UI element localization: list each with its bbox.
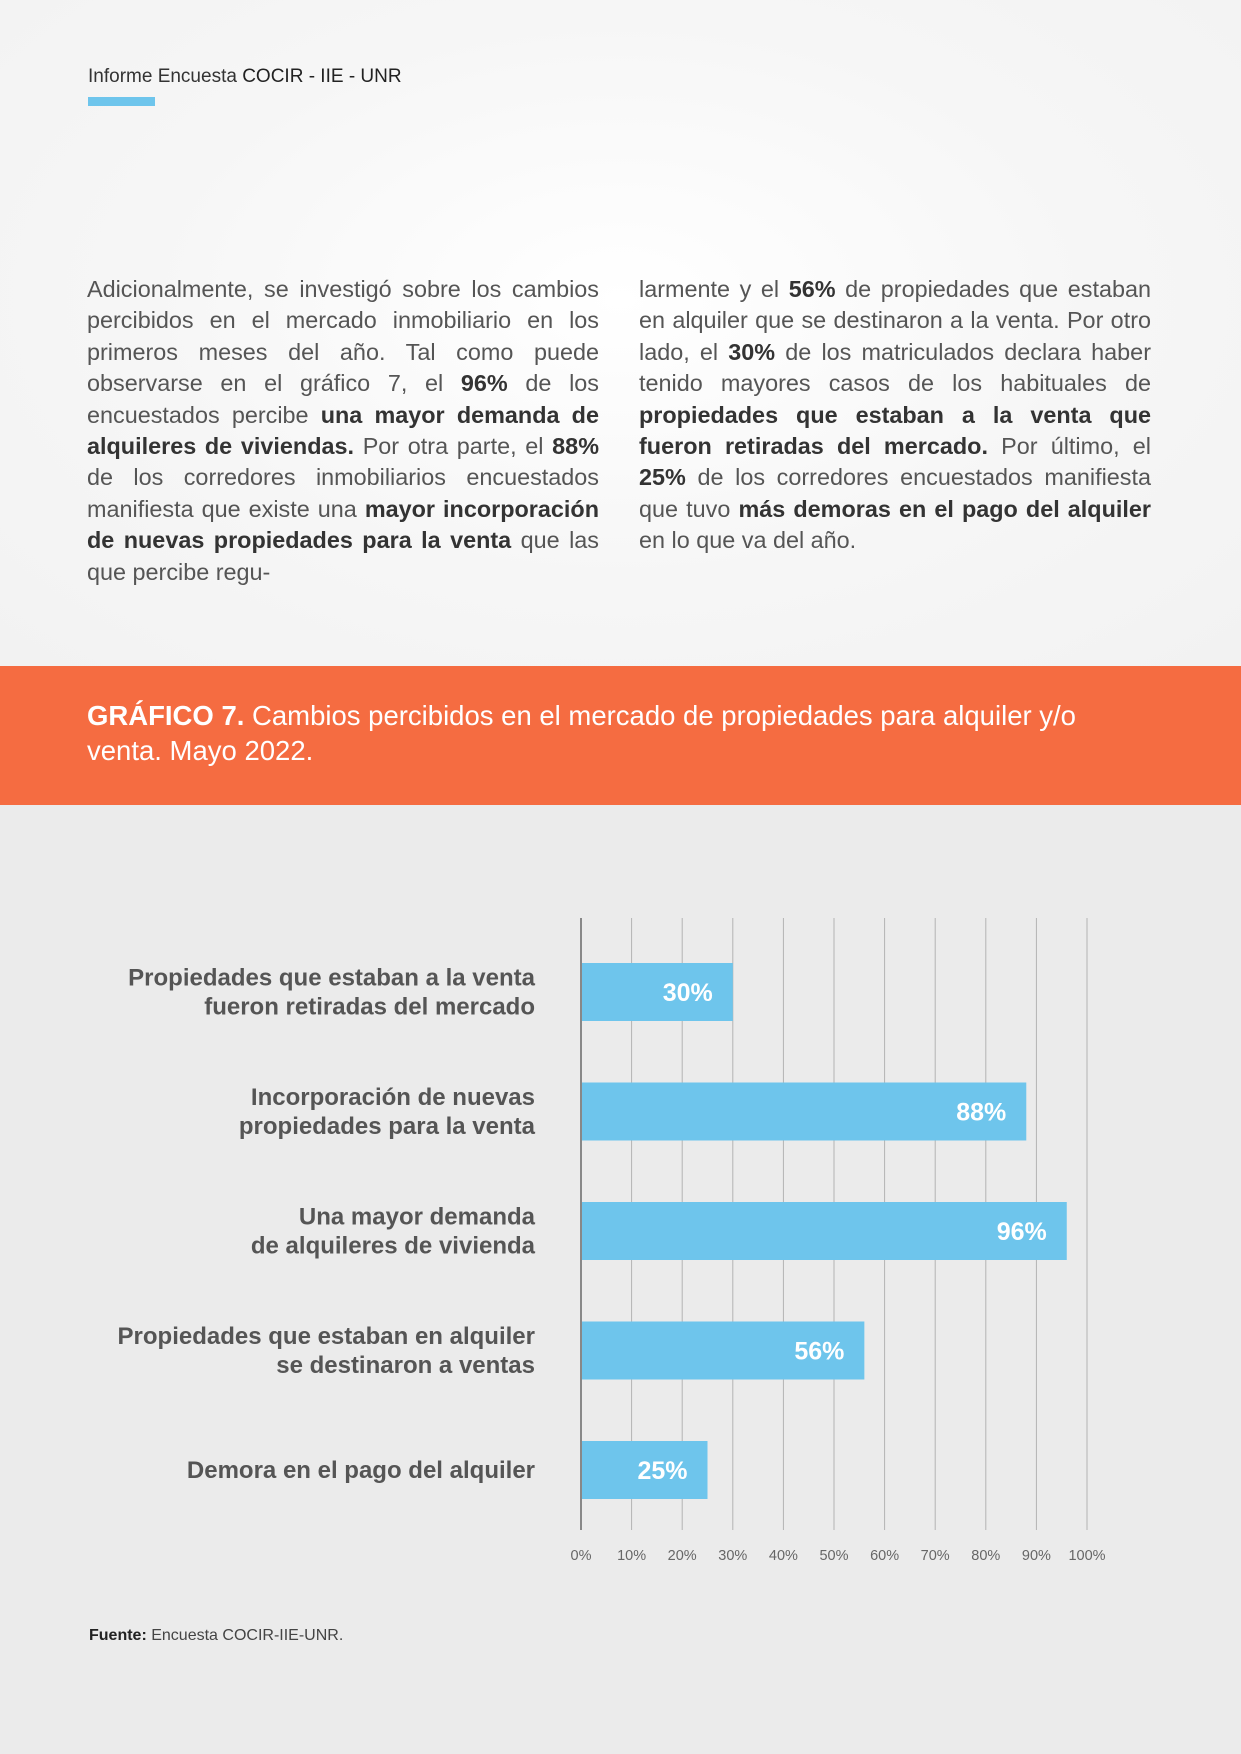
body-text-right-column <box>639 274 1151 557</box>
category-label: Propiedades que estaban a la venta <box>128 964 535 992</box>
header-prefix: Informe Encuesta <box>88 66 237 87</box>
bar <box>581 1202 1067 1260</box>
category-label: Demora en el pago del alquiler <box>186 1457 535 1484</box>
body-text-run: de propiedades que estaban en alquiler que se destinaron a la venta. Por otro lado, el <box>639 276 1151 365</box>
body-text-emphasis: una mayor demanda de alquileres de viviendas. <box>87 401 599 460</box>
category-label: fueron retiradas del mercado <box>204 993 535 1021</box>
body-text-emphasis: 30% <box>728 338 776 365</box>
chart-title <box>87 698 1087 768</box>
bar-data-label: 96% <box>996 1218 1047 1246</box>
source-text: Encuesta COCIR-IIE-UNR. <box>151 1627 344 1644</box>
x-tick-label: 60% <box>870 1548 900 1564</box>
body-text-left-column <box>87 274 599 588</box>
report-header <box>88 66 402 88</box>
x-tick-label: 100% <box>1068 1548 1106 1564</box>
body-text-run: de los corredores encuestados manifiesta que tuvo <box>639 464 1151 522</box>
source-label: Fuente: <box>89 1627 147 1644</box>
body-text-run: en lo que va del año. <box>639 527 857 554</box>
body-text-run: Por último, el <box>987 433 1151 460</box>
body-text-run: Por otra parte, el <box>354 433 553 460</box>
body-text-emphasis: 96% <box>460 370 508 397</box>
category-label: se destinaron a ventas <box>276 1352 535 1379</box>
x-tick-label: 80% <box>971 1548 1001 1564</box>
x-tick-label: 10% <box>617 1548 647 1564</box>
body-text-run: Adicionalmente, se investigó sobre los cambios percibidos en el mercado inmobiliario en los primeros meses del año. Tal como puede observarse en el gráfico 7, el <box>87 276 599 397</box>
x-tick-label: 0% <box>570 1548 592 1564</box>
header-accent-bar <box>88 97 155 106</box>
x-tick-label: 30% <box>718 1548 748 1564</box>
body-text-emphasis: más demoras en el pago del alquiler <box>738 495 1151 522</box>
chart-title-text: Cambios percibidos en el mercado de propiedades para alquiler y/o venta. Mayo 2022. <box>87 700 1076 766</box>
body-text-run: de los encuestados percibe <box>87 370 600 428</box>
body-text-run: que las que percibe regu- <box>87 527 599 585</box>
body-text-run: de los matriculados declara haber tenido mayores casos de los habituales de <box>639 338 1151 397</box>
bar-chart <box>0 805 1241 1605</box>
category-label: de alquileres de vivienda <box>250 1232 535 1260</box>
body-text-emphasis: 56% <box>788 276 836 302</box>
source-note <box>89 1627 343 1645</box>
body-text-run: larmente y el <box>639 276 789 302</box>
x-tick-label: 20% <box>667 1548 697 1564</box>
header-organization: COCIR - IIE - UNR <box>242 66 402 87</box>
x-tick-label: 40% <box>768 1548 798 1564</box>
body-text-emphasis: propiedades que estaban a la venta que fueron retiradas del mercado. <box>639 401 1151 460</box>
chart-title-label: GRÁFICO 7. <box>87 700 245 731</box>
category-label: Propiedades que estaban en alquiler <box>117 1323 535 1350</box>
x-tick-label: 90% <box>1021 1548 1051 1564</box>
body-text-emphasis: 25% <box>639 464 686 491</box>
x-tick-label: 50% <box>819 1548 849 1564</box>
bar-data-label: 25% <box>637 1457 688 1485</box>
category-label: Incorporación de nuevas <box>250 1084 535 1111</box>
bar-data-label: 56% <box>794 1337 845 1366</box>
x-tick-label: 70% <box>920 1548 950 1564</box>
body-text-emphasis: 88% <box>552 433 599 460</box>
category-label: Una mayor demanda <box>298 1203 535 1231</box>
bar-data-label: 88% <box>956 1098 1007 1127</box>
bar-data-label: 30% <box>662 979 713 1007</box>
body-text-emphasis: mayor incorporación de nuevas propiedades para la venta <box>87 495 599 554</box>
category-label: propiedades para la venta <box>238 1113 535 1140</box>
body-text-run: de los corredores inmobiliarios encuestados manifiesta que existe una <box>87 464 599 522</box>
